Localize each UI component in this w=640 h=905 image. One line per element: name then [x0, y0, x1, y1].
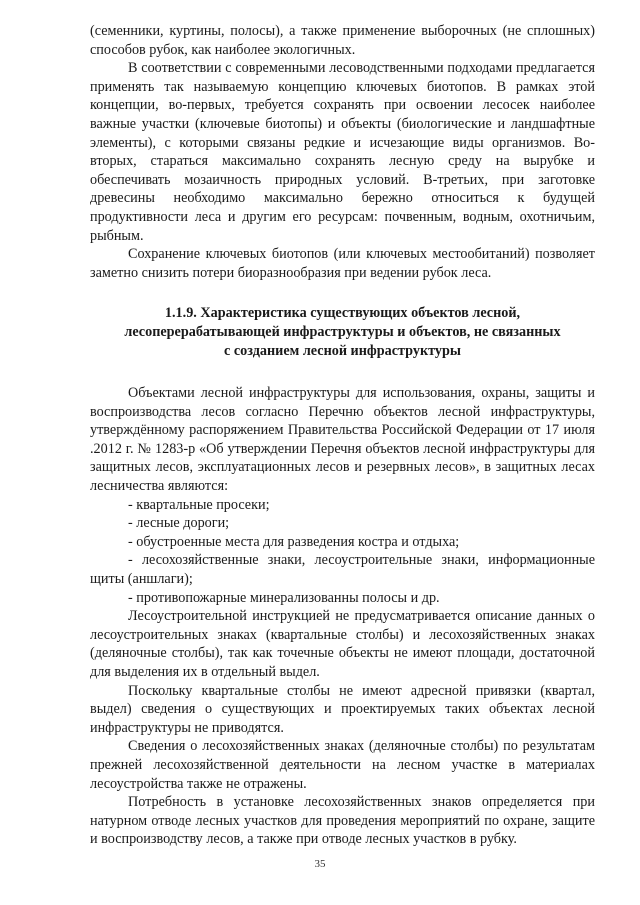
- section-heading: [90, 304, 595, 360]
- list-item: - квартальные просеки;: [128, 496, 270, 513]
- intro-paragraph: Объектами лесной инфраструктуры для использования, охраны, защиты и воспроизводства лесов согласно Перечню объектов лесной инфраструктуры, утверждённому распоряжением Правительства Российской Федерации от 17 июля .2012 г. № 1283-р «Об утверждении Перечня объектов лесной инфраструктуры для защитных лесов, эксплуатационных лесов и резервных лесов», в защитных лесах лесничества являются:: [90, 385, 595, 495]
- paragraph-1: (семенники, куртины, полосы), а также применение выборочных (не сплошных) способов рубок, как наиболее экологичных.: [90, 23, 595, 58]
- heading-line-3: с созданием лесной инфраструктуры: [224, 342, 461, 359]
- paragraph-forest-signs: Сведения о лесохозяйственных знаках (деляночные столбы) по результатам прежней лесохозяйственной деятельности на лесном участке в материалах лесоустройства также не отражены.: [90, 738, 595, 792]
- list-item: - лесные дороги;: [128, 515, 230, 532]
- list-item: - лесохозяйственные знаки, лесоустроительные знаки, информационные щиты (аншлаги);: [90, 552, 595, 588]
- paragraph-instruction: Лесоустроительной инструкцией не предусматривается описание данных о лесоустроительных знаках (квартальные столбы) и лесохозяйственных знаках (деляночные столбы), так как точечные объекты не имеют площади, достаточной для выделения их в отдельный выдел.: [90, 608, 595, 680]
- heading-line-1: 1.1.9. Характеристика существующих объектов лесной,: [164, 305, 521, 322]
- paragraph-3: Сохранение ключевых биотопов (или ключевых местообитаний) позволяет заметно снизить потери биоразнообразия при ведении рубок леса.: [90, 246, 595, 281]
- document-page: [90, 22, 595, 849]
- list-item: - противопожарные минерализованны полосы и др.: [128, 589, 440, 606]
- paragraph-2: В соответствии с современными лесоводственными подходами предлагается применять так называемую концепцию ключевых биотопов. В рамках этой концепции, во-первых, требуется сохранять при освоении лесосек наиболее важные участки (ключевые биотопы) и объекты (биологические и ландшафтные элементы), с которыми связаны редкие и исчезающие виды организмов. Во-вторых, стараться максимально сохранять лесную среду на вырубке и обеспечивать мозаичность природных условий. В-третьих, при заготовке древесины необходимо максимально бережно относиться к будущей продуктивности леса и другим его ресурсам: почвенным, водным, охотничьим, рыбным.: [90, 60, 595, 244]
- infrastructure-list: [90, 496, 595, 608]
- paragraph-quarter-posts: Поскольку квартальные столбы не имеют адресной привязки (квартал, выдел) сведения о существующих и проектируемых таких объектах лесной инфраструктуры не приводятся.: [90, 682, 595, 736]
- paragraph-need: Потребность в установке лесохозяйственных знаков определяется при натурном отводе лесных участков для проведения мероприятий по охране, защите и воспроизводству лесов, а также при отводе лесных участков в рубку.: [90, 794, 595, 848]
- list-item: - обустроенные места для разведения костра и отдыха;: [128, 533, 460, 550]
- page-number: 35: [314, 858, 326, 870]
- heading-line-2: лесоперерабатывающей инфраструктуры и объектов, не связанных: [124, 323, 561, 340]
